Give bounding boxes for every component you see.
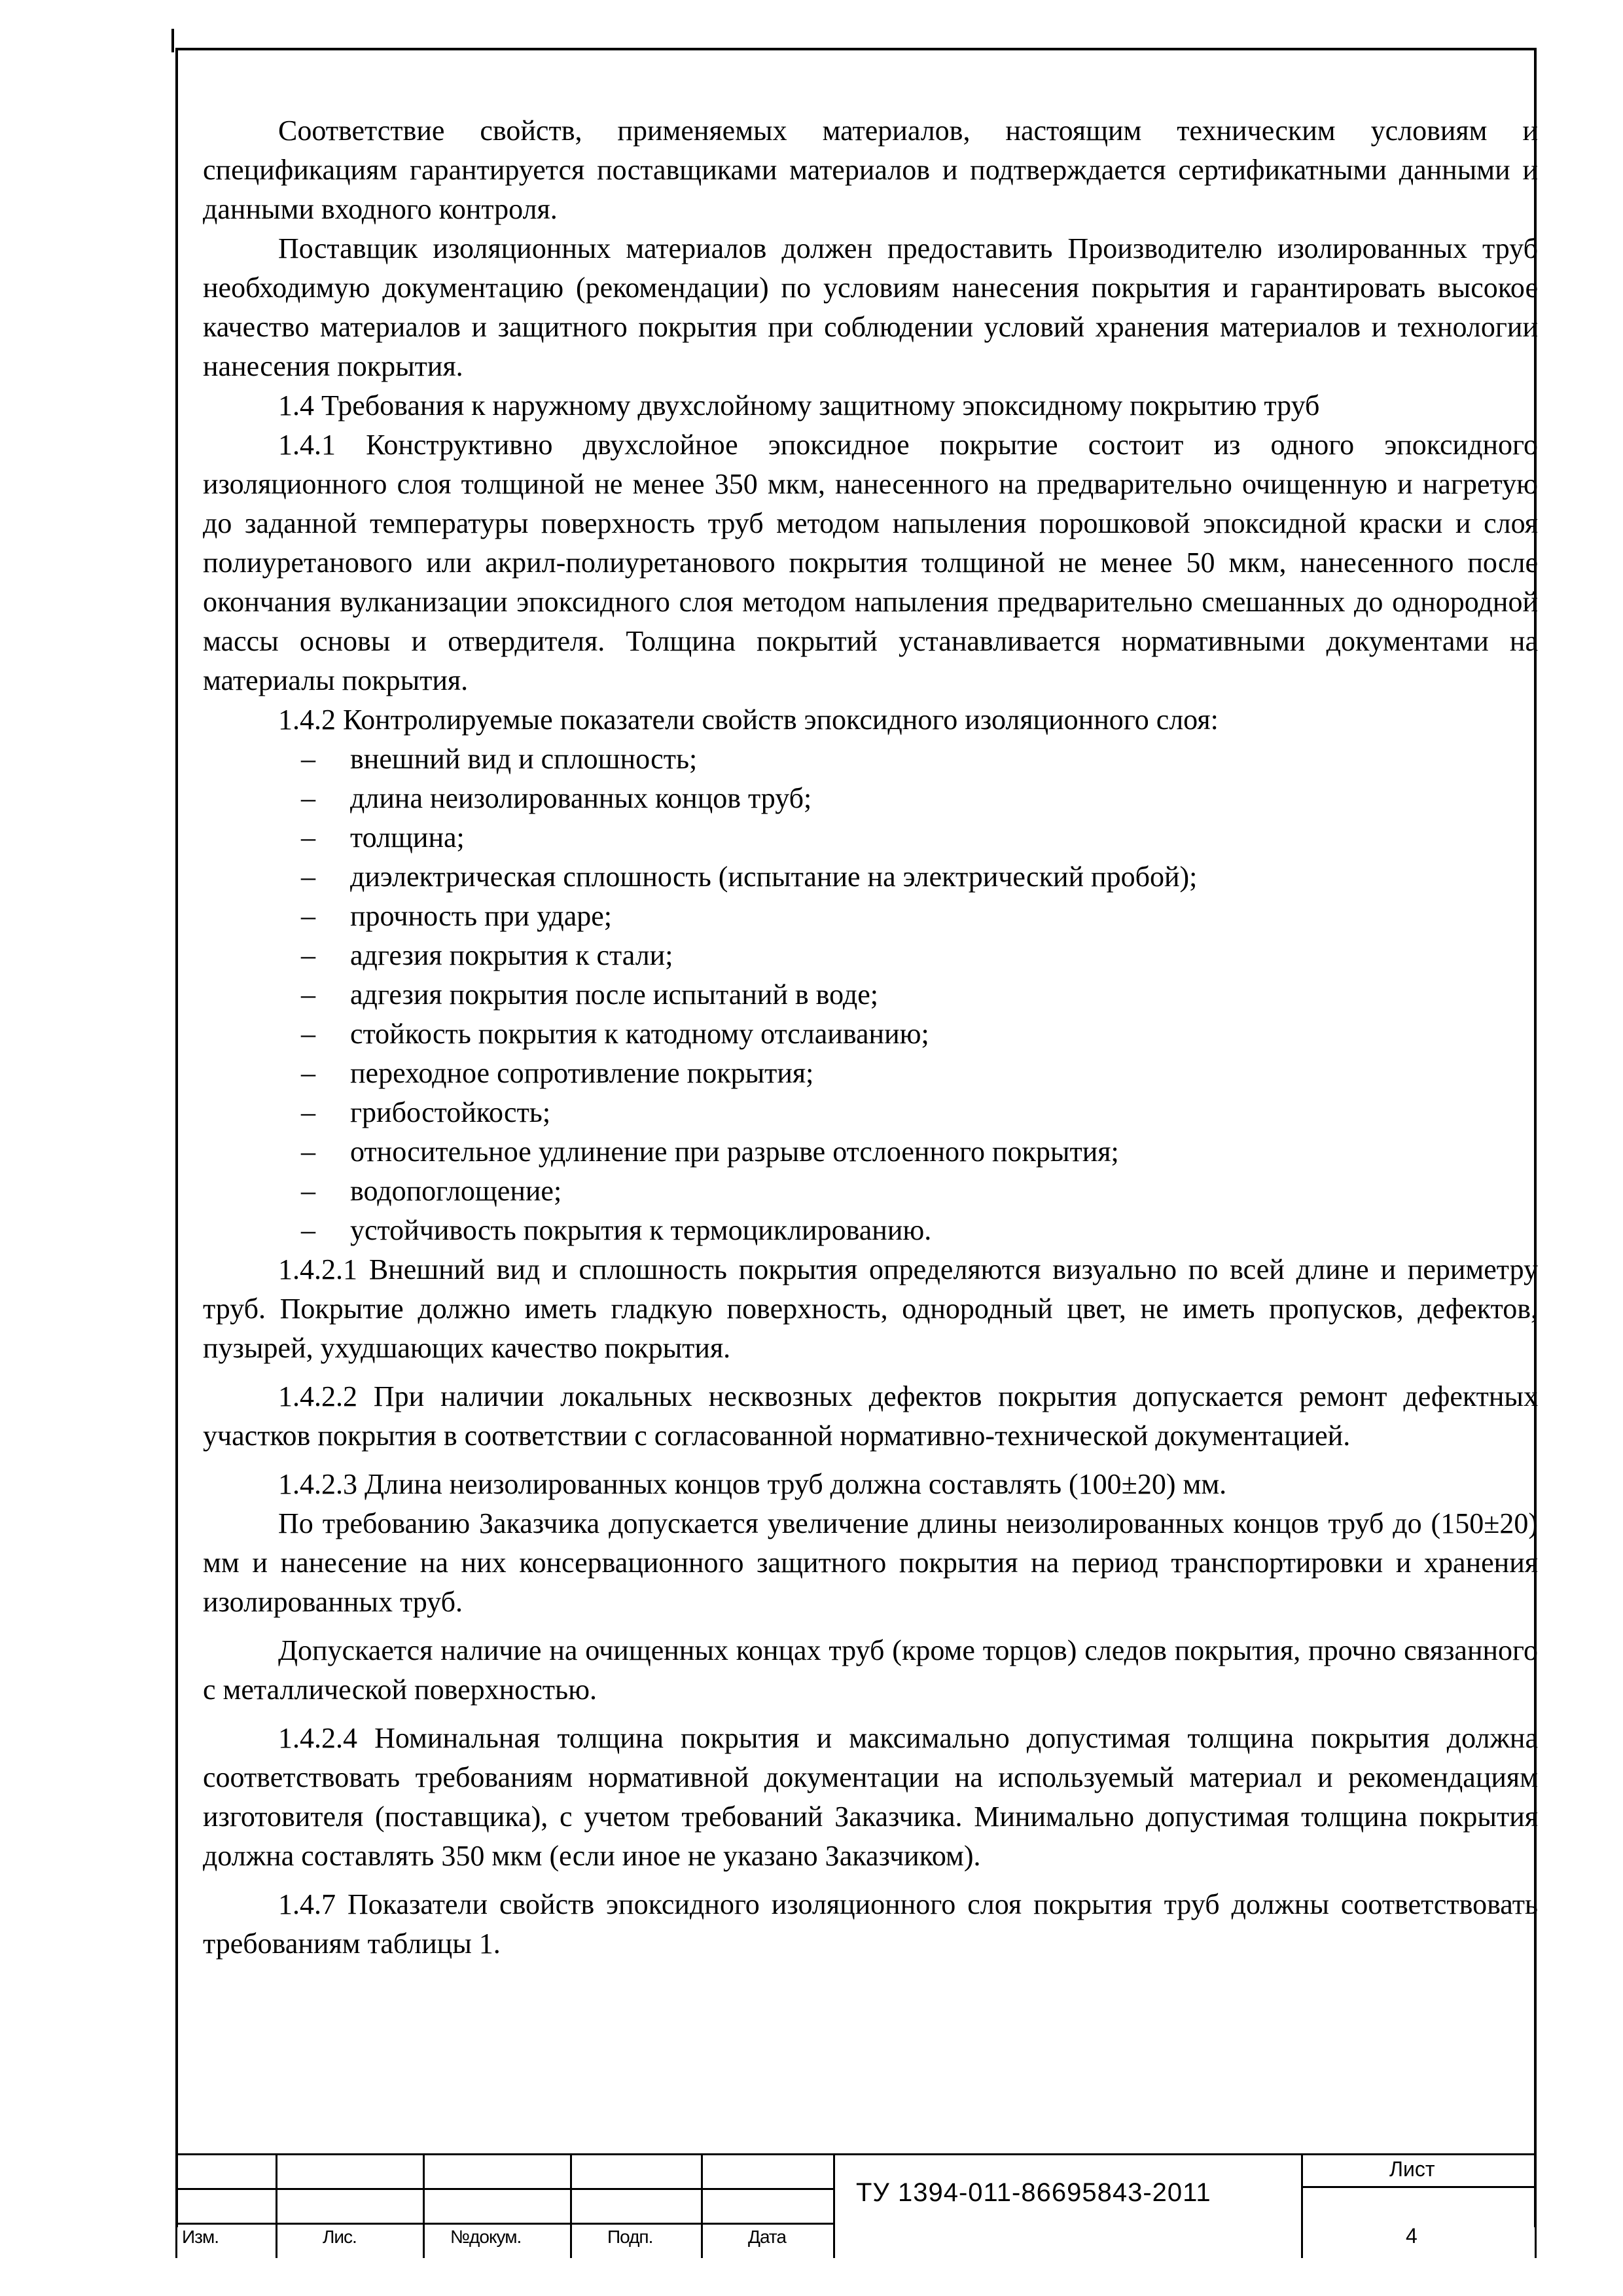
list-item: – диэлектрическая сплошность (испытание на электрический пробой);: [203, 857, 1538, 897]
paragraph-1-4-2-4: 1.4.2.4 Номинальная толщина покрытия и максимально допустимая толщина покрытия должна соответствовать требованиям нормативной документации на используемый материал и рекомендациям изготовителя (поставщика), с учетом требований Заказчика. Минимально допустимая толщина покрытия должна составлять 350 мкм (если иное не указано Заказчиком).: [203, 1722, 1538, 1872]
paragraph-1-4-2-3: 1.4.2.3 Длина неизолированных концов труб должна составлять (100±20) мм.: [278, 1468, 1227, 1500]
stamp-col-data: Дата: [748, 2227, 787, 2247]
paragraph-1-4-7: 1.4.7 Показатели свойств эпоксидного изоляционного слоя покрытия труб должны соответствовать требованиям таблицы 1.: [203, 1888, 1538, 1960]
list-item: – водопоглощение;: [203, 1172, 1538, 1211]
sheet-label: Лист: [1389, 2157, 1435, 2181]
paragraph-customer-request: По требованию Заказчика допускается увеличение длины неизолированных концов труб до (150±20) мм и нанесение на них консервационного защитного покрытия на период транспортировки и хранения изолированных труб.: [203, 1507, 1538, 1618]
title-block: [175, 2153, 1537, 2258]
paragraph-conformity: Соответствие свойств, применяемых материалов, настоящим техническим условиям и спецификациям гарантируется поставщиками материалов и подтверждается сертификатными данными и данными входного контроля.: [203, 115, 1538, 225]
paragraph-clean-ends: Допускается наличие на очищенных концах труб (кроме торцов) следов покрытия, прочно связанного с металлической поверхностью.: [203, 1634, 1538, 1706]
list-item: – прочность при ударе;: [203, 897, 1538, 936]
list-item: – длина неизолированных концов труб;: [203, 779, 1538, 818]
paragraph-1-4-2-1: 1.4.2.1 Внешний вид и сплошность покрытия определяются визуально по всей длине и периметру труб. Покрытие должно иметь гладкую поверхность, однородный цвет, не иметь пропусков, дефектов, пузырей, ухудшающих качество покрытия.: [203, 1253, 1538, 1364]
stamp-col-podp: Подп.: [607, 2227, 653, 2247]
document-body: [203, 111, 1538, 1964]
paragraph-supplier: Поставщик изоляционных материалов должен предоставить Производителю изолированных труб необходимую документацию (рекомендации) по условиям нанесения покрытия и гарантировать высокое качество материалов и защитного покрытия при соблюдении условий хранения материалов и технологии нанесения покрытия.: [203, 232, 1538, 382]
list-item: – грибостойкость;: [203, 1093, 1538, 1132]
list-item: – переходное сопротивление покрытия;: [203, 1054, 1538, 1093]
document-designation: ТУ 1394-011-86695843-2011: [856, 2178, 1211, 2207]
list-item: – устойчивость покрытия к термоциклированию.: [203, 1211, 1538, 1250]
list-item: – адгезия покрытия к стали;: [203, 936, 1538, 975]
controlled-properties-list: [203, 740, 1538, 1250]
list-item: – относительное удлинение при разрыве отслоенного покрытия;: [203, 1132, 1538, 1172]
list-item: – толщина;: [203, 818, 1538, 857]
paragraph-1-4-2-2: 1.4.2.2 При наличии локальных несквозных дефектов покрытия допускается ремонт дефектных участков покрытия в соответствии с согласованной нормативно-технической документацией.: [203, 1380, 1538, 1452]
page-corner-mark: [171, 29, 174, 52]
sheet-number: 4: [1406, 2224, 1418, 2248]
paragraph-1-4-1: 1.4.1 Конструктивно двухслойное эпоксидное покрытие состоит из одного эпоксидного изоляционного слоя толщиной не менее 350 мкм, нанесенного на предварительно очищенную и нагретую до заданной температуры поверхность труб методом напыления порошковой эпоксидной краски и слоя полиуретанового или акрил-полиуретанового покрытия толщиной не менее 50 мкм, нанесенного после окончания вулканизации эпоксидного слоя методом напыления предварительно смешанных до однородной массы основы и отвердителя. Толщина покрытий устанавливается нормативными документами на материалы покрытия.: [203, 429, 1538, 696]
stamp-col-izm: Изм.: [182, 2227, 219, 2247]
list-item: – адгезия покрытия после испытаний в воде;: [203, 975, 1538, 1014]
stamp-col-lis: Лис.: [323, 2227, 357, 2247]
list-item: – стойкость покрытия к катодному отслаиванию;: [203, 1014, 1538, 1054]
paragraph-1-4-2: 1.4.2 Контролируемые показатели свойств эпоксидного изоляционного слоя:: [278, 704, 1219, 736]
stamp-col-ndokum: №докум.: [450, 2227, 522, 2247]
section-heading-1-4: 1.4 Требования к наружному двухслойному защитному эпоксидному покрытию труб: [278, 389, 1320, 422]
list-item: – внешний вид и сплошность;: [203, 740, 1538, 779]
